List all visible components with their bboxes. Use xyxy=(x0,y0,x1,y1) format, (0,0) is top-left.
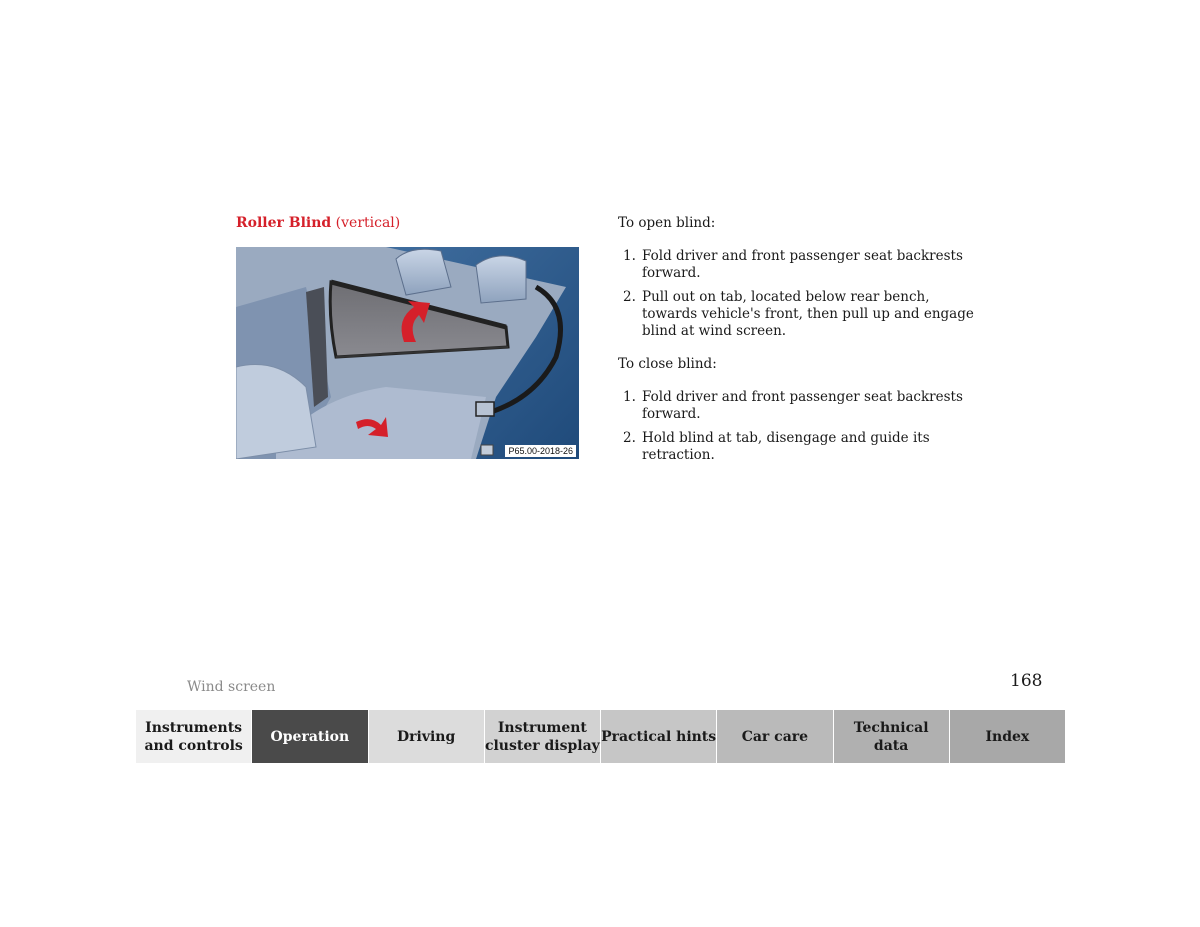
step-text: Hold blind at tab, disengage and guide its retraction. xyxy=(642,430,930,463)
close-steps xyxy=(618,389,988,471)
section-title: Wind screen xyxy=(187,679,276,695)
open-title: To open blind: xyxy=(618,215,716,231)
car-interior-drawing xyxy=(236,247,579,459)
open-steps xyxy=(618,248,988,347)
step-number: 1. xyxy=(623,248,636,264)
open-instructions xyxy=(618,215,988,232)
step-text: Pull out on tab, located below rear bench, towards vehicle's front, then pull up and engage blind at wind screen. xyxy=(642,289,974,339)
heading-bold: Roller Blind xyxy=(236,215,332,231)
tab-instrument-cluster-display[interactable]: Instrument cluster display xyxy=(485,710,601,763)
step-number: 2. xyxy=(623,430,636,446)
list-item xyxy=(618,248,988,282)
step-number: 1. xyxy=(623,389,636,405)
tab-instruments-and-controls[interactable]: Instruments and controls xyxy=(136,710,252,763)
list-item xyxy=(618,389,988,423)
tab-index[interactable]: Index xyxy=(950,710,1065,763)
tab-operation[interactable]: Operation xyxy=(252,710,368,763)
tab-driving[interactable]: Driving xyxy=(369,710,485,763)
close-title: To close blind: xyxy=(618,356,717,372)
section-heading xyxy=(236,215,400,231)
tab-technical-data[interactable]: Technical data xyxy=(834,710,950,763)
step-number: 2. xyxy=(623,289,636,305)
close-instructions xyxy=(618,356,988,373)
tab-practical-hints[interactable]: Practical hints xyxy=(601,710,717,763)
heading-normal: (vertical) xyxy=(331,215,401,231)
roller-blind-illustration xyxy=(236,247,579,459)
figure-label: P65.00-2018-26 xyxy=(505,445,576,457)
step-text: Fold driver and front passenger seat backrests forward. xyxy=(642,389,963,422)
tab-car-care[interactable]: Car care xyxy=(717,710,833,763)
chapter-nav xyxy=(136,710,1065,763)
page-number: 168 xyxy=(1010,671,1043,691)
step-text: Fold driver and front passenger seat backrests forward. xyxy=(642,248,963,281)
list-item xyxy=(618,430,988,464)
list-item xyxy=(618,289,988,340)
